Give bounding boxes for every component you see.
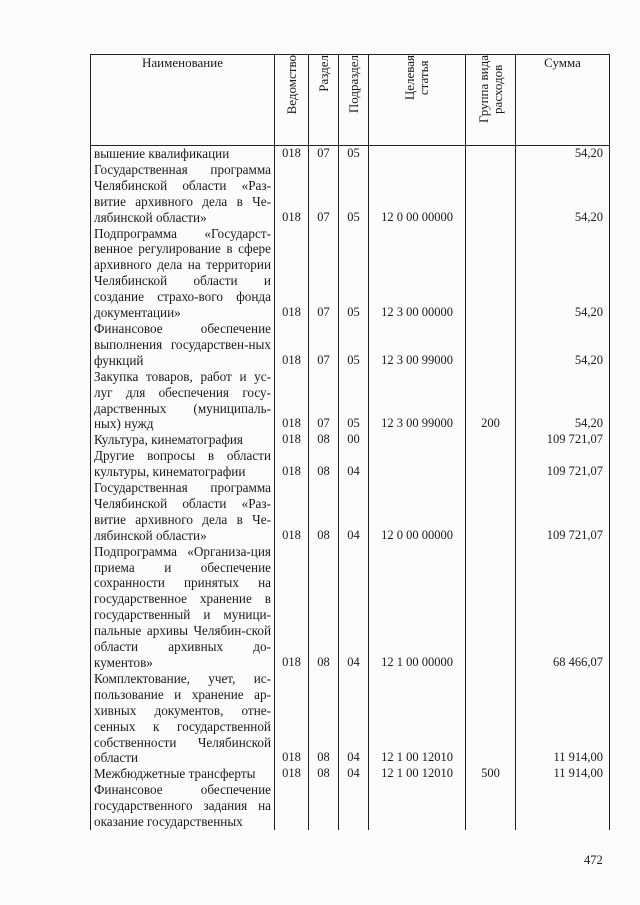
cell-department: 018 bbox=[275, 480, 309, 544]
cell-target-article: 12 1 00 00000 bbox=[369, 544, 466, 671]
cell-department: 018 bbox=[275, 432, 309, 448]
cell-target-article bbox=[369, 146, 466, 162]
budget-table bbox=[90, 54, 610, 830]
cell-subsection: 05 bbox=[339, 321, 369, 369]
cell-name: Финансовое обеспечение выполнения государствен-ных функций bbox=[91, 321, 275, 369]
cell-target-article: 12 1 00 12010 bbox=[369, 671, 466, 766]
cell-target-article: 12 1 00 12010 bbox=[369, 766, 466, 782]
cell-expense-group bbox=[466, 782, 516, 830]
cell-amount: 54,20 bbox=[516, 146, 610, 162]
cell-expense-group bbox=[466, 321, 516, 369]
cell-expense-group bbox=[466, 544, 516, 671]
cell-section: 07 bbox=[309, 146, 339, 162]
cell-name: Финансовое обеспечение государственного задания на оказание государственных bbox=[91, 782, 275, 830]
cell-name: Межбюджетные трансферты bbox=[91, 766, 275, 782]
table-row bbox=[91, 146, 610, 162]
cell-department: 018 bbox=[275, 544, 309, 671]
cell-subsection bbox=[339, 782, 369, 830]
cell-subsection: 05 bbox=[339, 146, 369, 162]
cell-expense-group bbox=[466, 432, 516, 448]
cell-amount: 11 914,00 bbox=[516, 766, 610, 782]
cell-section: 08 bbox=[309, 448, 339, 480]
table-header bbox=[91, 55, 610, 146]
cell-amount: 11 914,00 bbox=[516, 671, 610, 766]
header-section: Раздел bbox=[309, 55, 339, 146]
cell-amount: 68 466,07 bbox=[516, 544, 610, 671]
cell-amount: 109 721,07 bbox=[516, 480, 610, 544]
cell-name: Государственная программа Челябинской области «Раз-витие архивного дела в Че-лябинской области» bbox=[91, 162, 275, 226]
table-row bbox=[91, 369, 610, 433]
table-row bbox=[91, 544, 610, 671]
header-amount: Сумма bbox=[516, 55, 610, 146]
cell-section: 07 bbox=[309, 369, 339, 433]
cell-section: 08 bbox=[309, 432, 339, 448]
cell-name: Другие вопросы в области культуры, кинематографии bbox=[91, 448, 275, 480]
cell-subsection: 04 bbox=[339, 766, 369, 782]
cell-section: 08 bbox=[309, 544, 339, 671]
cell-subsection: 00 bbox=[339, 432, 369, 448]
cell-department: 018 bbox=[275, 146, 309, 162]
cell-department: 018 bbox=[275, 226, 309, 321]
cell-expense-group bbox=[466, 226, 516, 321]
cell-target-article: 12 3 00 99000 bbox=[369, 321, 466, 369]
cell-target-article: 12 3 00 99000 bbox=[369, 369, 466, 433]
cell-subsection: 04 bbox=[339, 480, 369, 544]
cell-expense-group bbox=[466, 146, 516, 162]
cell-target-article bbox=[369, 432, 466, 448]
cell-subsection: 05 bbox=[339, 226, 369, 321]
table-row bbox=[91, 480, 610, 544]
header-expense-group: Группа вида расходов bbox=[466, 55, 516, 146]
cell-department: 018 bbox=[275, 162, 309, 226]
cell-section bbox=[309, 782, 339, 830]
page-number: 472 bbox=[584, 853, 603, 867]
cell-subsection: 04 bbox=[339, 671, 369, 766]
cell-target-article bbox=[369, 448, 466, 480]
cell-expense-group bbox=[466, 162, 516, 226]
cell-name: Подпрограмма «Организа-ция приема и обеспечение сохранности принятых на государственное хранение в государственный и муници-пальные архивы Челябин-ской области архивных до-кументов» bbox=[91, 544, 275, 671]
cell-name: Культура, кинематография bbox=[91, 432, 275, 448]
cell-name: Подпрограмма «Государст-венное регулирование в сфере архивного дела на территории Челябинской области и создание страхо-вого фонда документации» bbox=[91, 226, 275, 321]
cell-amount: 54,20 bbox=[516, 162, 610, 226]
header-subsection: Подраздел bbox=[339, 55, 369, 146]
table-row bbox=[91, 226, 610, 321]
cell-expense-group: 500 bbox=[466, 766, 516, 782]
cell-subsection: 05 bbox=[339, 369, 369, 433]
table-row bbox=[91, 782, 610, 830]
cell-section: 08 bbox=[309, 480, 339, 544]
cell-department: 018 bbox=[275, 766, 309, 782]
table-row bbox=[91, 766, 610, 782]
table-row bbox=[91, 671, 610, 766]
header-name: Наименование bbox=[91, 55, 275, 146]
cell-amount: 109 721,07 bbox=[516, 448, 610, 480]
cell-name: Государственная программа Челябинской области «Раз-витие архивного дела в Че-лябинской области» bbox=[91, 480, 275, 544]
cell-amount: 54,20 bbox=[516, 369, 610, 433]
cell-target-article: 12 0 00 00000 bbox=[369, 480, 466, 544]
cell-name: Комплектование, учет, ис-пользование и хранение ар-хивных документов, отне-сенных к государственной собственности Челябинской области bbox=[91, 671, 275, 766]
cell-amount: 54,20 bbox=[516, 226, 610, 321]
cell-department: 018 bbox=[275, 448, 309, 480]
cell-expense-group bbox=[466, 480, 516, 544]
cell-section: 07 bbox=[309, 226, 339, 321]
cell-name: вышение квалификации bbox=[91, 146, 275, 162]
cell-subsection: 05 bbox=[339, 162, 369, 226]
cell-subsection: 04 bbox=[339, 448, 369, 480]
cell-section: 08 bbox=[309, 766, 339, 782]
cell-department bbox=[275, 782, 309, 830]
cell-amount bbox=[516, 782, 610, 830]
cell-department: 018 bbox=[275, 321, 309, 369]
cell-target-article: 12 0 00 00000 bbox=[369, 162, 466, 226]
table-row bbox=[91, 448, 610, 480]
cell-amount: 54,20 bbox=[516, 321, 610, 369]
cell-expense-group: 200 bbox=[466, 369, 516, 433]
table-row bbox=[91, 162, 610, 226]
cell-subsection: 04 bbox=[339, 544, 369, 671]
cell-target-article bbox=[369, 782, 466, 830]
cell-department: 018 bbox=[275, 671, 309, 766]
cell-name: Закупка товаров, работ и ус-луг для обеспечения госу-дарственных (муниципаль-ных) нужд bbox=[91, 369, 275, 433]
cell-section: 07 bbox=[309, 321, 339, 369]
table-body bbox=[91, 146, 610, 830]
cell-expense-group bbox=[466, 671, 516, 766]
table-row bbox=[91, 432, 610, 448]
header-department: Ведомство bbox=[275, 55, 309, 146]
header-target-article: Целевая статья bbox=[369, 55, 466, 146]
cell-section: 07 bbox=[309, 162, 339, 226]
cell-amount: 109 721,07 bbox=[516, 432, 610, 448]
table-row bbox=[91, 321, 610, 369]
cell-department: 018 bbox=[275, 369, 309, 433]
cell-expense-group bbox=[466, 448, 516, 480]
cell-section: 08 bbox=[309, 671, 339, 766]
cell-target-article: 12 3 00 00000 bbox=[369, 226, 466, 321]
